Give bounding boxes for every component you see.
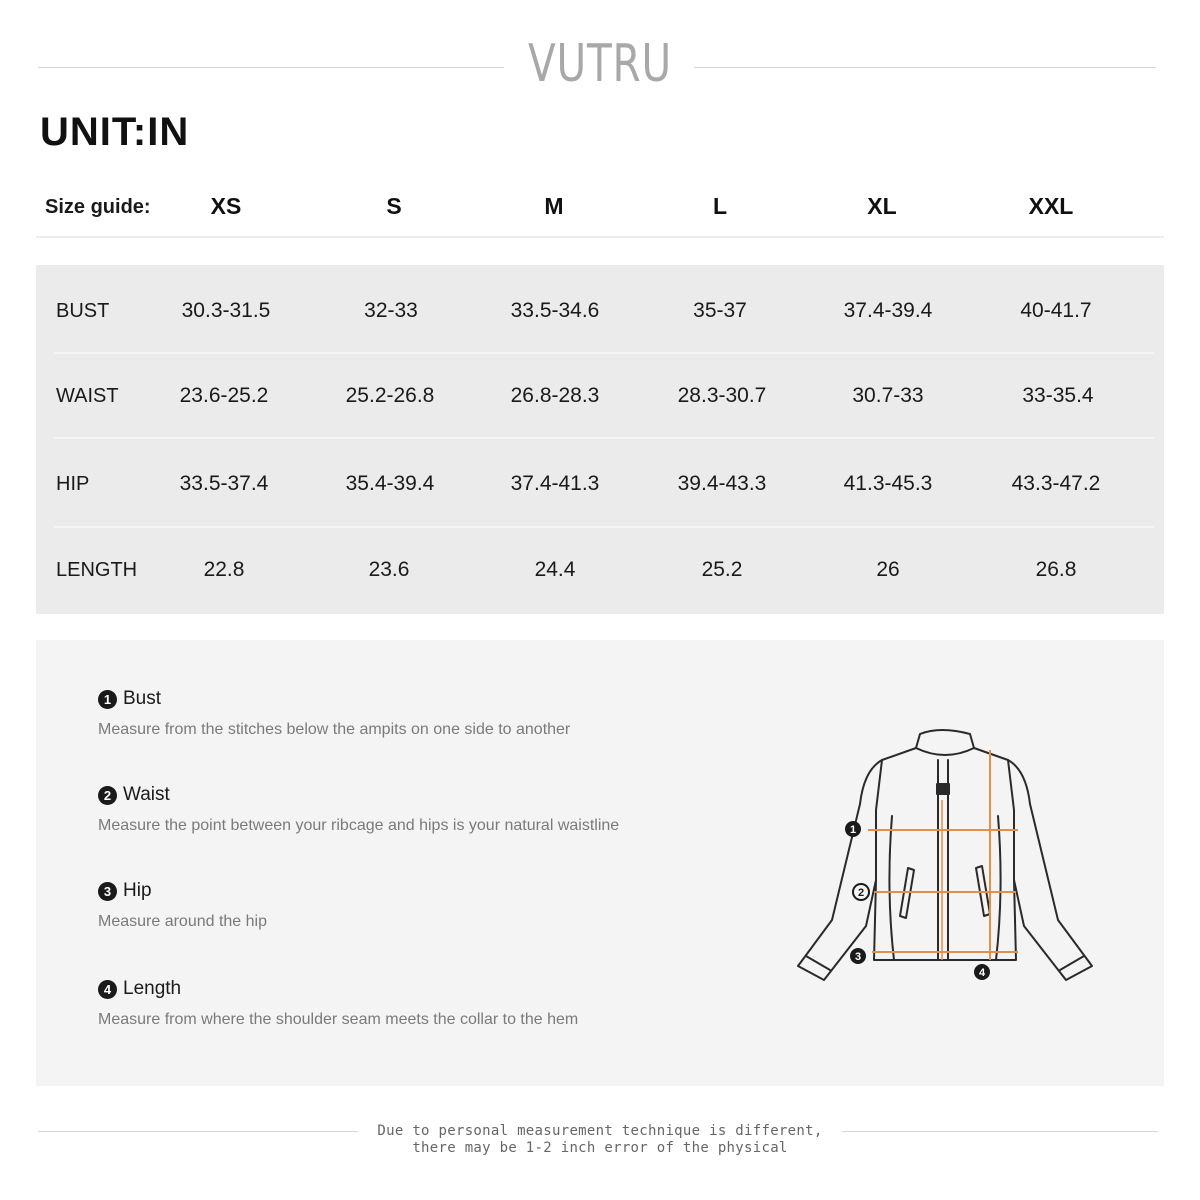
- table-cell: 25.2-26.8: [345, 384, 435, 407]
- number-3-icon: 3: [98, 882, 117, 901]
- table-cell: 28.3-30.7: [677, 384, 767, 407]
- table-cell: 24.4: [534, 558, 576, 581]
- table-cell: 33.5-34.6: [510, 299, 600, 322]
- unit-label: UNIT:IN: [40, 110, 190, 154]
- row-label-hip: HIP: [56, 473, 90, 495]
- collar-shape: [916, 730, 974, 748]
- row-label-length: LENGTH: [56, 559, 138, 581]
- table-cell: 30.7-33: [852, 384, 924, 407]
- diagram-marker-2: [853, 884, 869, 900]
- number-4-icon: 4: [98, 980, 117, 999]
- table-cell: 43.3-47.2: [1011, 472, 1101, 495]
- diagram-marker-3: [850, 948, 866, 964]
- table-cell: 26: [876, 558, 900, 581]
- size-header-xxl: XXL: [1028, 193, 1074, 219]
- size-guide-label: Size guide:: [45, 196, 151, 218]
- measure-title-hip: Hip: [123, 880, 152, 901]
- diagram-marker-2-label: 2: [857, 887, 865, 899]
- table-cell: 26.8-28.3: [510, 384, 600, 407]
- number-2-icon: 2: [98, 786, 117, 805]
- table-cell: 37.4-39.4: [843, 299, 933, 322]
- table-cell: 23.6: [368, 558, 410, 581]
- diagram-marker-1-label: 1: [849, 824, 857, 836]
- table-cell: 25.2: [701, 558, 743, 581]
- measure-desc-bust: Measure from the stitches below the ampits on one side to another: [98, 721, 571, 738]
- row-divider: [54, 437, 1154, 439]
- footer-note-line1: Due to personal measurement technique is different,: [377, 1123, 823, 1139]
- row-divider: [54, 352, 1154, 354]
- jacket-measurement-diagram: [780, 720, 1110, 1000]
- size-header-xl: XL: [867, 193, 897, 219]
- measure-desc-waist: Measure the point between your ribcage and hips is your natural waistline: [98, 817, 620, 834]
- diagram-marker-3-label: 3: [854, 951, 862, 963]
- brand-logo: VUTRU: [528, 34, 672, 94]
- jacket-body-outline: [798, 748, 1092, 980]
- diagram-marker-1: [845, 821, 861, 837]
- size-header-s: S: [386, 193, 402, 219]
- measure-title-bust: Bust: [123, 688, 162, 709]
- table-cell: 37.4-41.3: [510, 472, 600, 495]
- footer-note-line2: there may be 1-2 inch error of the physical: [412, 1140, 788, 1156]
- size-header-m: M: [544, 193, 564, 219]
- table-cell: 33.5-37.4: [179, 472, 269, 495]
- table-cell: 22.8: [203, 558, 245, 581]
- table-cell: 32-33: [364, 299, 418, 322]
- measure-title-waist: Waist: [123, 784, 170, 805]
- table-cell: 35.4-39.4: [345, 472, 435, 495]
- measure-desc-length: Measure from where the shoulder seam meets the collar to the hem: [98, 1011, 579, 1028]
- table-cell: 41.3-45.3: [843, 472, 933, 495]
- row-divider: [54, 526, 1154, 528]
- header-divider: [36, 236, 1164, 238]
- table-cell: 26.8: [1035, 558, 1077, 581]
- footer-note: [300, 1123, 900, 1157]
- table-cell: 40-41.7: [1020, 299, 1092, 322]
- table-cell: 23.6-25.2: [179, 384, 269, 407]
- table-cell: 35-37: [693, 299, 747, 322]
- measure-desc-hip: Measure around the hip: [98, 913, 267, 930]
- row-label-bust: BUST: [56, 300, 110, 322]
- row-label-waist: WAIST: [56, 385, 119, 407]
- table-cell: 39.4-43.3: [677, 472, 767, 495]
- table-cell: 30.3-31.5: [181, 299, 271, 322]
- diagram-marker-4: [974, 964, 990, 980]
- size-header-l: L: [712, 193, 728, 219]
- size-header-xs: XS: [210, 193, 242, 219]
- measure-title-length: Length: [123, 978, 182, 999]
- diagram-marker-4-label: 4: [978, 967, 986, 979]
- table-cell: 33-35.4: [1022, 384, 1094, 407]
- number-1-icon: 1: [98, 690, 117, 709]
